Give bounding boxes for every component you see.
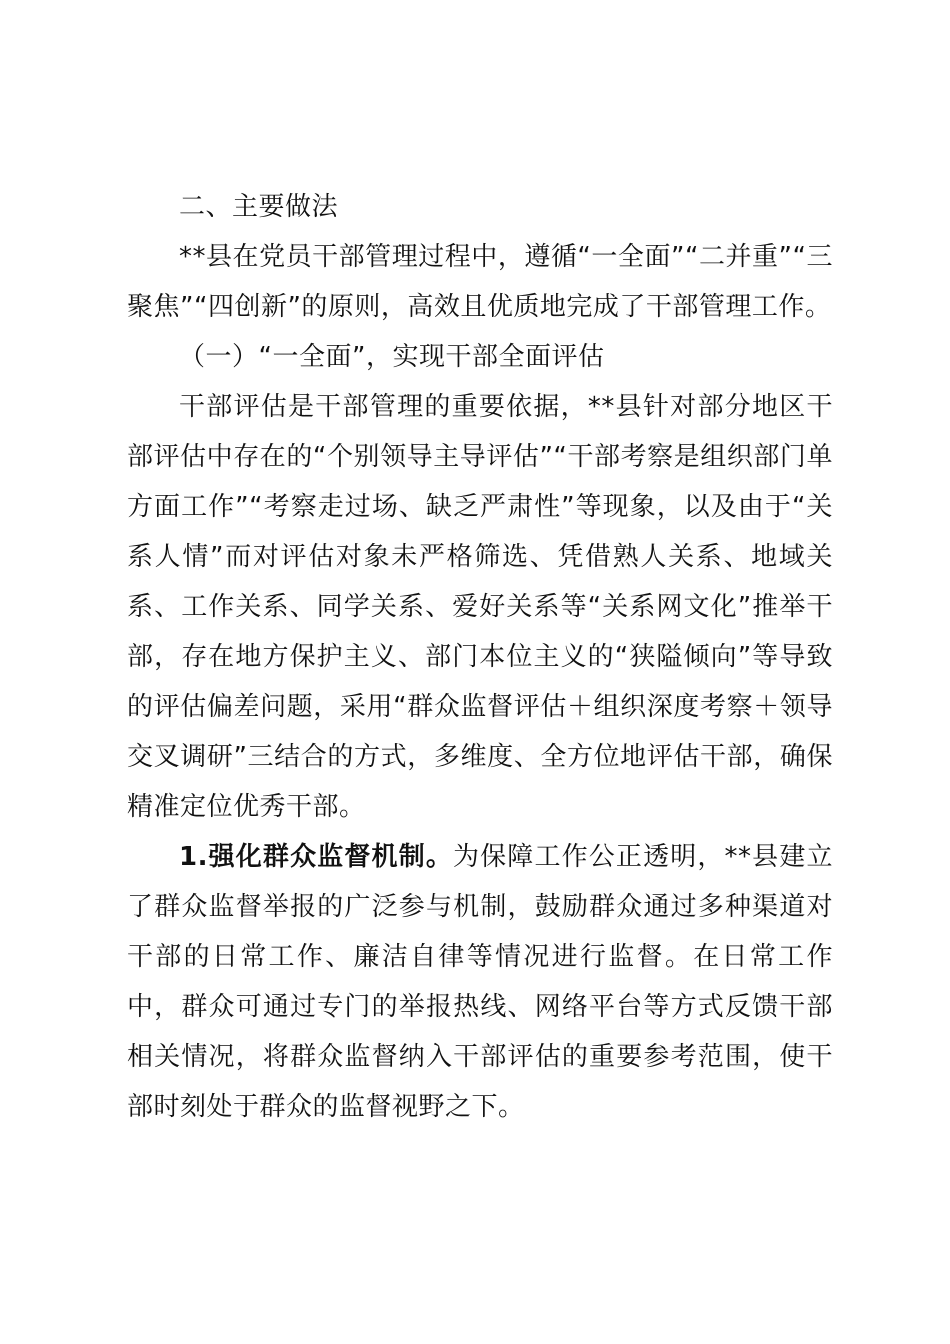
subsection-heading: （一）“一全面”，实现干部全面评估 (179, 342, 605, 372)
item-1-body: 为保障工作公正透明，**县建立了群众监督举报的广泛参与机制，鼓励群众通过多种渠道对干部的日常工作、廉洁自律等情况进行监督。在日常工作中，群众可通过专门的举报热线、网络平台等方式反馈干部相关情况，将群众监督纳入干部评估的重要参考范围，使干部时刻处于群众的监督视野之下。 (127, 842, 833, 1122)
item-1-lead: 1.强化群众监督机制。 (179, 842, 453, 872)
evaluation-paragraph: 干部评估是干部管理的重要依据，**县针对部分地区干部评估中存在的“个别领导主导评估”“干部考察是组织部门单方面工作”“考察走过场、缺乏严肃性”等现象，以及由于“关系人情”而对评估对象未严格筛选、凭借熟人关系、地域关系、工作关系、同学关系、爱好关系等“关系网文化”推举干部，存在地方保护主义、部门本位主义的“狭隘倾向”等导致的评估偏差问题，采用“群众监督评估＋组织深度考察＋领导交叉调研”三结合的方式，多维度、全方位地评估干部，确保精准定位优秀干部。 (127, 392, 833, 822)
item-1-paragraph (127, 832, 833, 1132)
section-heading: 二、主要做法 (179, 192, 339, 222)
document-body (127, 182, 833, 1132)
intro-paragraph: **县在党员干部管理过程中，遵循“一全面”“二并重”“三聚焦”“四创新”的原则，高效且优质地完成了干部管理工作。 (127, 242, 833, 322)
